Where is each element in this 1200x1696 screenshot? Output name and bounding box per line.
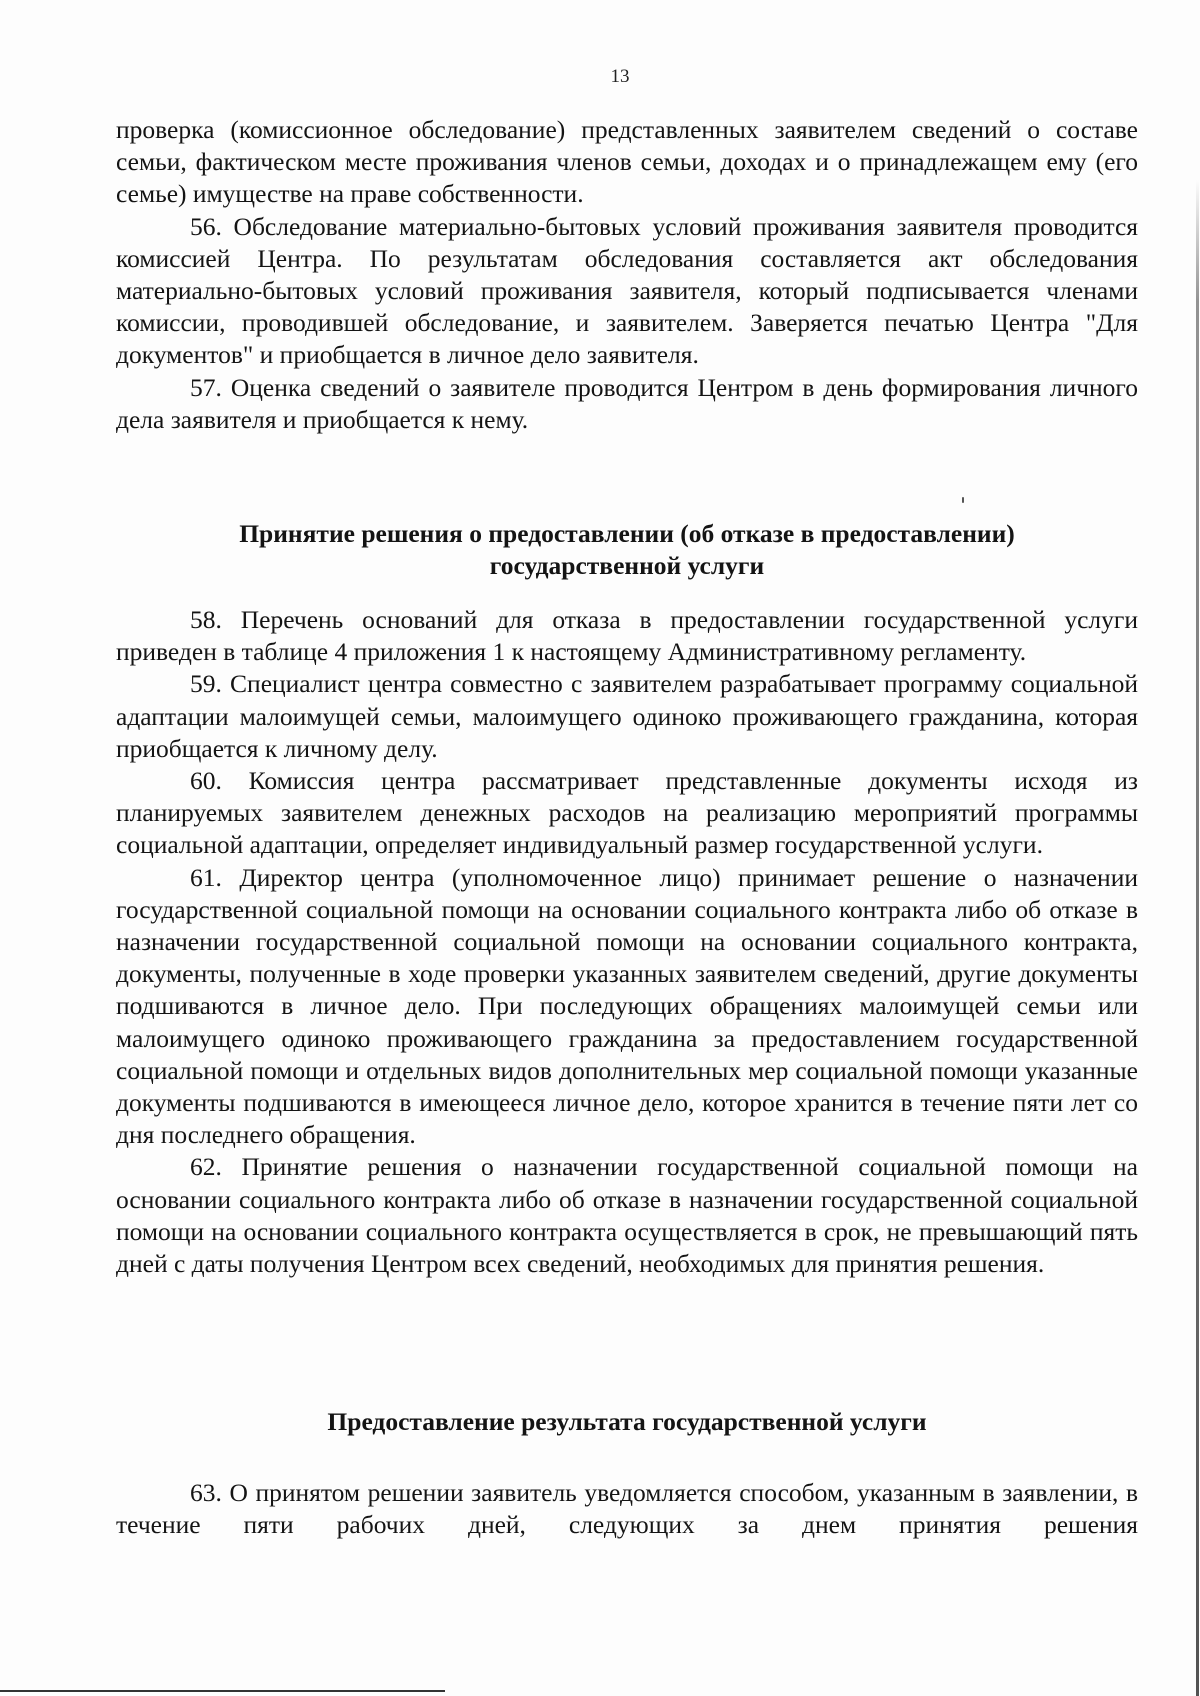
text-block-intro bbox=[116, 114, 1138, 436]
scan-speck bbox=[962, 497, 964, 503]
paragraph-56: 56. Обследование материально-бытовых условий проживания заявителя проводится комиссией Центра. По результатам обследования составляется акт обследования материально-бытовых условий проживания заявителя, который подписывается членами комиссии, проводившей обследование, и заявителем. Заверяется печатью Центра "Для документов" и приобщается в личное дело заявителя. bbox=[116, 211, 1138, 370]
paragraph-intro: проверка (комиссионное обследование) представленных заявителем сведений о составе семьи, фактическом месте проживания членов семьи, доходах и о принадлежащем ему (его семье) имуществе на праве собственности. bbox=[116, 115, 1138, 209]
paragraph-60: 60. Комиссия центра рассматривает представленные документы исходя из планируемых заявителем денежных расходов на реализацию мероприятий программы социальной адаптации, определяет индивидуальный размер государственной услуги. bbox=[116, 766, 1138, 860]
text-block-result bbox=[116, 1477, 1138, 1541]
page-number: 13 bbox=[610, 66, 630, 87]
paragraph-57: 57. Оценка сведений о заявителе проводится Центром в день формирования личного дела заявителя и приобщается к нему. bbox=[116, 372, 1138, 434]
section-heading-decision bbox=[116, 518, 1138, 582]
section-heading-decision-line-1: Принятие решения о предоставлении (об отказе в предоставлении) bbox=[239, 519, 1015, 548]
section-heading-result: Предоставление результата государственной услуги bbox=[327, 1407, 927, 1436]
paragraph-59: 59. Специалист центра совместно с заявителем разрабатывает программу социальной адаптации малоимущей семьи, малоимущего одиноко проживающего гражданина, которая приобщается к личному делу. bbox=[116, 669, 1138, 763]
scan-edge-bottom bbox=[0, 1690, 445, 1692]
paragraph-61: 61. Директор центра (уполномоченное лицо) принимает решение о назначении государственной социальной помощи на основании социального контракта либо об отказе в назначении государственной социальной помощи на основании социального контракта, документы, полученные в ходе проверки указанных заявителем сведений, другие документы подшиваются в личное дело. При последующих обращениях малоимущей семьи или малоимущего одиноко проживающего гражданина за предоставлением государственной социальной помощи и отдельных видов дополнительных мер социальной помощи указанные документы подшиваются в имеющееся личное дело, которое хранится в течение пяти лет со дня последнего обращения. bbox=[116, 862, 1138, 1150]
paragraph-58: 58. Перечень оснований для отказа в предоставлении государственной услуги приведен в таблице 4 приложения 1 к настоящему Административному регламенту. bbox=[116, 605, 1138, 667]
section-heading-decision-line-2: государственной услуги bbox=[489, 551, 765, 580]
scan-edge-right bbox=[1196, 180, 1199, 1696]
paragraph-63: 63. О принятом решении заявитель уведомляется способом, указанным в заявлении, в течение пяти рабочих дней, следующих за днем принятия решения bbox=[116, 1478, 1138, 1540]
paragraph-62: 62. Принятие решения о назначении государственной социальной помощи на основании социального контракта либо об отказе в назначении государственной социальной помощи на основании социального контракта осуществляется в срок, не превышающий пять дней с даты получения Центром всех сведений, необходимых для принятия решения. bbox=[116, 1152, 1138, 1279]
text-block-decision bbox=[116, 604, 1138, 1280]
